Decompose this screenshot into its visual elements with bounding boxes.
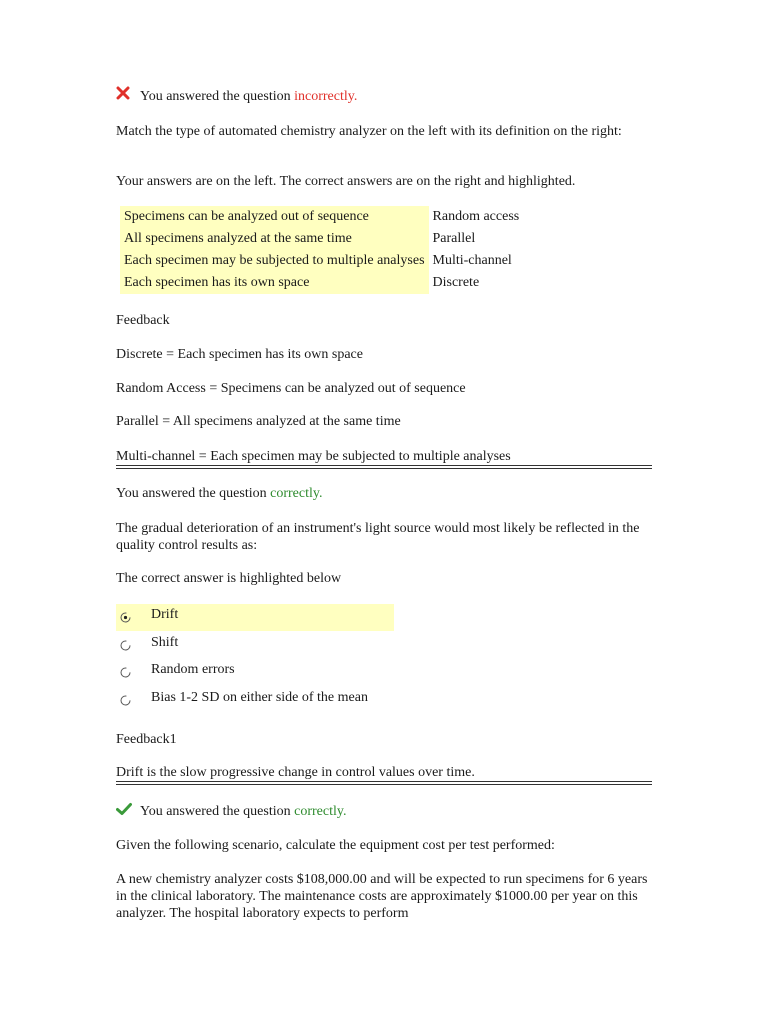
divider xyxy=(116,784,652,785)
correct-answer-cell: Multi-channel xyxy=(432,253,512,268)
correct-answer-cell: Discrete xyxy=(432,275,480,290)
q2-status-text: You answered the question xyxy=(116,486,271,501)
q1-feedback-title: Feedback xyxy=(116,313,170,328)
q1-status xyxy=(140,89,357,105)
checkmark-icon xyxy=(116,802,132,816)
your-answer-cell: Each specimen has its own space xyxy=(120,272,429,294)
q1-explain: Your answers are on the left. The correct answers are on the right and highlighted. xyxy=(116,174,576,189)
table-row xyxy=(120,228,523,250)
q2-status xyxy=(116,486,322,502)
divider xyxy=(116,781,652,782)
your-answer-cell: Each specimen may be subjected to multiple analyses xyxy=(120,250,429,272)
q3-status xyxy=(140,804,346,820)
your-answer-cell: All specimens analyzed at the same time xyxy=(120,228,429,250)
q2-prompt: The gradual deterioration of an instrument's light source would most likely be reflected in the quality control results as: xyxy=(116,521,640,553)
q3-status-result: correctly. xyxy=(294,804,347,819)
q2-feedback-title: Feedback1 xyxy=(116,732,177,747)
table-row xyxy=(120,250,523,272)
radio-unselected-icon[interactable] xyxy=(120,695,131,706)
q1-feedback-line: Parallel = All specimens analyzed at the same time xyxy=(116,414,401,429)
q2-status-result: correctly. xyxy=(270,486,323,501)
q2-option-label: Random errors xyxy=(151,662,235,677)
x-mark-icon xyxy=(116,86,130,100)
q1-feedback-line: Random Access = Specimens can be analyzed out of sequence xyxy=(116,381,466,396)
q2-option-label: Shift xyxy=(151,635,179,650)
table-row xyxy=(120,272,523,294)
q1-prompt: Match the type of automated chemistry analyzer on the left with its definition on the right: xyxy=(116,124,622,139)
radio-selected-icon[interactable] xyxy=(120,612,131,623)
q1-feedback-line: Discrete = Each specimen has its own space xyxy=(116,347,363,362)
your-answer-cell: Specimens can be analyzed out of sequence xyxy=(120,206,429,228)
radio-unselected-icon[interactable] xyxy=(120,667,131,678)
q1-status-text: You answered the question xyxy=(140,89,295,104)
divider xyxy=(116,468,652,469)
divider xyxy=(116,465,652,466)
q2-feedback-line: Drift is the slow progressive change in control values over time. xyxy=(116,765,475,780)
q2-explain: The correct answer is highlighted below xyxy=(116,571,342,586)
correct-answer-cell: Parallel xyxy=(432,231,476,246)
q1-feedback-line: Multi-channel = Each specimen may be subjected to multiple analyses xyxy=(116,449,511,464)
q2-option-label: Drift xyxy=(151,607,179,622)
table-row xyxy=(120,206,523,228)
q1-match-table xyxy=(120,206,523,294)
correct-answer-cell: Random access xyxy=(432,209,520,224)
q3-prompt: Given the following scenario, calculate the equipment cost per test performed: xyxy=(116,838,555,853)
q3-status-text: You answered the question xyxy=(140,804,295,819)
q2-option-label: Bias 1-2 SD on either side of the mean xyxy=(151,690,368,705)
q3-scenario: A new chemistry analyzer costs $108,000.00 and will be expected to run specimens for 6 years in the clinical laboratory. The maintenance costs are approximately $1000.00 per year on this analyzer. The hospital laboratory expects to perform xyxy=(116,872,648,921)
radio-unselected-icon[interactable] xyxy=(120,640,131,651)
q1-status-result: incorrectly. xyxy=(294,89,358,104)
